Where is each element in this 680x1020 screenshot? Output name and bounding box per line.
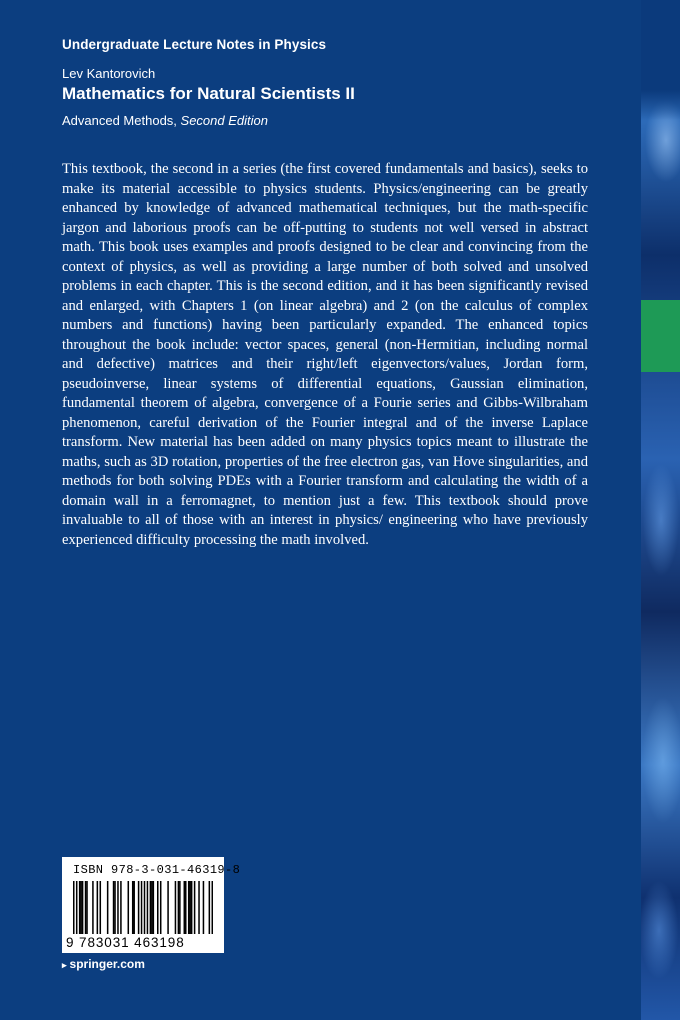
barcode-bar — [76, 881, 78, 934]
barcode-bar — [198, 881, 200, 934]
barcode-bar — [73, 881, 75, 934]
series-color-bar — [641, 300, 680, 372]
isbn-barcode — [62, 857, 241, 953]
barcode-bar — [151, 881, 153, 934]
barcode-bar — [209, 881, 211, 934]
cover-art-shade — [641, 0, 680, 120]
barcode-bar — [138, 881, 140, 934]
barcode-bar — [141, 881, 143, 934]
barcode-bar — [160, 881, 162, 934]
barcode-bar — [120, 881, 122, 934]
arrow-icon: ▸ — [62, 960, 67, 970]
barcode-bar — [212, 881, 213, 934]
barcode-bar — [114, 881, 116, 934]
book-subtitle — [62, 113, 268, 128]
book-title: Mathematics for Natural Scientists II — [62, 84, 355, 103]
book-description: This textbook, the second in a series (the first covered fundamentals and basics), seeks to make its material accessible to physics students. Physics/engineering can be greatly enhanced by knowledge of advanced mathematical techniques, but the math-specific jargon and laborious proofs can be off-putting to students not well versed in abstract math. This book uses examples and proofs designed to be clear and convincing from the context of physics, as well as providing a large number of both solved and unsolved problems in each chapter. This is the second edition, and it has been significantly revised and enlarged, with Chapters 1 (on linear algebra) and 2 (on the calculus of complex numbers and functions) having been particularly expanded. The enhanced topics throughout the book include: vector spaces, general (non-Hermitian, including normal and defective) matrices and their right/left eigenvectors/values, Jordan form, pseudoinverse, linear systems of differential equations, Gaussian elimination, fundamental theorem of algebra, convergence of a Fourie series and Gibbs-Wilbraham phenomenon, careful derivation of the Fourier integral and of the inverse Laplace transform. New material has been added on many physics topics meant to illustrate the maths, such as 3D rotation, properties of the free electron gas, van Hove singularities, and methods for both solving PDEs with a Fourier transform and calculating the width of a domain wall in a ferromagnet, to mention just a few. This textbook should prove invaluable to all of those with an interest in physics/ engineering who have previously experienced difficulty processing the math involved. — [62, 161, 588, 548]
barcode-bar — [194, 881, 196, 934]
barcode-bar — [82, 881, 84, 934]
isbn-label: ISBN 978-3-031-46319-8 — [73, 863, 241, 877]
barcode-bar — [79, 881, 81, 934]
barcode-bar — [80, 881, 82, 934]
barcode-bar — [178, 881, 180, 934]
barcode-bar — [175, 881, 177, 934]
barcode-bar — [92, 881, 94, 934]
author-name: Lev Kantorovich — [62, 66, 156, 81]
barcode-bar — [117, 881, 119, 934]
barcode-bar — [132, 881, 134, 934]
barcode-digits: 9 783031 463198 — [66, 935, 185, 950]
series-title: Undergraduate Lecture Notes in Physics — [62, 37, 327, 52]
barcode-bar — [144, 881, 146, 934]
barcode-bar — [167, 881, 169, 934]
edition-label: Second Edition — [180, 113, 268, 128]
barcode-bars — [73, 881, 213, 934]
barcode-bar — [107, 881, 109, 934]
barcode-bar — [188, 881, 190, 934]
barcode-bar — [128, 881, 130, 934]
barcode-bar — [147, 881, 149, 934]
barcode-bar — [185, 881, 187, 934]
barcode-bar — [85, 881, 87, 934]
barcode-bar — [157, 881, 159, 934]
subtitle-text: Advanced Methods, — [62, 113, 181, 128]
barcode-bar — [179, 881, 181, 934]
barcode-bar — [184, 881, 186, 934]
barcode-bar — [191, 881, 193, 934]
barcode-bar — [203, 881, 205, 934]
barcode-bar — [97, 881, 99, 934]
barcode-bar — [189, 881, 191, 934]
barcode-bar — [150, 881, 152, 934]
cover-art-strip — [641, 0, 680, 1020]
barcode-bar — [133, 881, 135, 934]
barcode-bar — [100, 881, 102, 934]
barcode-bar — [113, 881, 115, 934]
barcode-bar — [86, 881, 88, 934]
publisher-link[interactable] — [62, 957, 145, 971]
publisher-url: springer.com — [69, 957, 145, 971]
barcode-bar — [153, 881, 155, 934]
